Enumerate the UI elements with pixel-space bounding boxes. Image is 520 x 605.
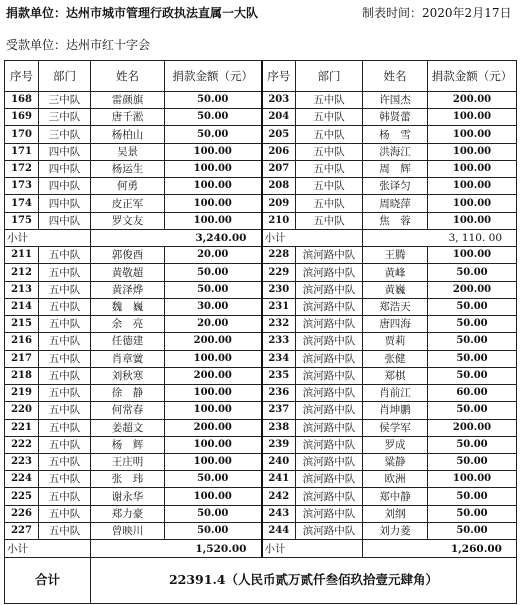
donation-amount: 100.00 — [165, 385, 262, 402]
table-row — [5, 178, 517, 195]
donation-amount-right: 60.00 — [428, 385, 517, 402]
donation-amount-right: 50.00 — [428, 488, 517, 505]
row-number: 172 — [5, 160, 39, 177]
department: 五中队 — [39, 488, 91, 505]
department: 五中队 — [39, 367, 91, 384]
donor-name: 任德建 — [91, 333, 165, 350]
table-row — [5, 333, 517, 350]
donation-amount-right: 100.00 — [428, 178, 517, 195]
department: 三中队 — [39, 126, 91, 143]
donor-name: 雷颜旗 — [91, 92, 165, 109]
donation-amount: 100.00 — [165, 195, 262, 212]
table-row — [5, 160, 517, 177]
table-row — [5, 92, 517, 109]
row-number-right: 229 — [262, 264, 296, 281]
department: 五中队 — [39, 385, 91, 402]
donation-amount-right: 100.00 — [428, 143, 517, 160]
donor-name-right: 杨 雪 — [363, 126, 428, 143]
donation-table — [4, 60, 517, 604]
row-number: 169 — [5, 109, 39, 126]
table-row — [5, 195, 517, 212]
donor-name: 杨柏山 — [91, 126, 165, 143]
table-row — [5, 247, 517, 264]
donor-name-right: 贾莉 — [363, 333, 428, 350]
row-number: 168 — [5, 92, 39, 109]
department-right: 滨河路中队 — [296, 471, 363, 488]
donor-name-right: 欧洲 — [363, 471, 428, 488]
donation-amount-right: 100.00 — [428, 195, 517, 212]
donor-name-right: 洪海江 — [363, 143, 428, 160]
donor-line — [6, 4, 258, 21]
department-right: 滨河路中队 — [296, 333, 363, 350]
donor-name-right: 粱静 — [363, 454, 428, 471]
row-number: 223 — [5, 454, 39, 471]
row-number-right: 240 — [262, 454, 296, 471]
donation-amount-right: 200.00 — [428, 92, 517, 109]
donor-name: 魏 巍 — [91, 298, 165, 315]
donor-name-right: 黄峰 — [363, 264, 428, 281]
donation-amount: 100.00 — [165, 454, 262, 471]
department: 四中队 — [39, 178, 91, 195]
table-row — [5, 109, 517, 126]
donation-amount: 100.00 — [165, 178, 262, 195]
donor-name-right: 黄巍 — [363, 281, 428, 298]
donor-name-right: 肖坤鹏 — [363, 402, 428, 419]
recipient-value: 达州市红十字会 — [66, 38, 151, 52]
row-number-right: 228 — [262, 247, 296, 264]
donor-name-right: 许国杰 — [363, 92, 428, 109]
department-right: 滨河路中队 — [296, 436, 363, 453]
donor-name: 姜超文 — [91, 419, 165, 436]
row-number-right: 231 — [262, 298, 296, 315]
donor-name: 刘秋寒 — [91, 367, 165, 384]
department-right: 滨河路中队 — [296, 522, 363, 539]
row-number-right: 236 — [262, 385, 296, 402]
department-right: 滨河路中队 — [296, 367, 363, 384]
table-row — [5, 143, 517, 160]
donation-amount: 50.00 — [165, 471, 262, 488]
row-number-right: 237 — [262, 402, 296, 419]
donor-name: 杨运生 — [91, 160, 165, 177]
donor-name-right: 郑棋 — [363, 367, 428, 384]
row-number-right: 235 — [262, 367, 296, 384]
donor-name: 黄泽烨 — [91, 281, 165, 298]
department: 四中队 — [39, 143, 91, 160]
department: 五中队 — [39, 471, 91, 488]
donor-name: 郑力豪 — [91, 505, 165, 522]
col-header-amount-right: 捐款金额（元） — [428, 61, 517, 92]
row-number: 217 — [5, 350, 39, 367]
col-header-name-right: 姓名 — [363, 61, 428, 92]
department: 四中队 — [39, 160, 91, 177]
donation-amount-right: 200.00 — [428, 281, 517, 298]
donor-name: 曾映川 — [91, 522, 165, 539]
donation-amount-right: 50.00 — [428, 316, 517, 333]
row-number: 213 — [5, 281, 39, 298]
subtotal-amount: 3,240.00 — [91, 229, 262, 246]
donor-name: 肖章黉 — [91, 350, 165, 367]
donation-amount: 200.00 — [165, 333, 262, 350]
date-line — [362, 4, 511, 21]
donor-name-right: 唐四海 — [363, 316, 428, 333]
donation-amount-right: 50.00 — [428, 505, 517, 522]
row-number: 222 — [5, 436, 39, 453]
department: 五中队 — [39, 402, 91, 419]
donor-name-right: 肖前江 — [363, 385, 428, 402]
donor-name-right: 郑中静 — [363, 488, 428, 505]
subtotal-label: 小计 — [5, 229, 91, 246]
department: 五中队 — [39, 316, 91, 333]
row-number-right: 205 — [262, 126, 296, 143]
department-right: 五中队 — [296, 212, 363, 229]
department: 五中队 — [39, 419, 91, 436]
row-number-right: 241 — [262, 471, 296, 488]
row-number-right: 204 — [262, 109, 296, 126]
subtotal-row-2 — [5, 540, 517, 557]
subtotal-amount-right: 3, 110. 00 — [363, 229, 517, 246]
department-right: 滨河路中队 — [296, 264, 363, 281]
department-right: 滨河路中队 — [296, 488, 363, 505]
donor-name: 罗文友 — [91, 212, 165, 229]
table-row — [5, 505, 517, 522]
subtotal-label: 小计 — [5, 540, 91, 557]
department: 三中队 — [39, 109, 91, 126]
donor-name: 谢永华 — [91, 488, 165, 505]
section-2-body — [5, 247, 517, 540]
donation-amount-right: 100.00 — [428, 109, 517, 126]
donor-name: 郭俊酉 — [91, 247, 165, 264]
donation-amount: 100.00 — [165, 436, 262, 453]
department: 五中队 — [39, 505, 91, 522]
donation-amount-right: 50.00 — [428, 264, 517, 281]
row-number: 221 — [5, 419, 39, 436]
row-number: 175 — [5, 212, 39, 229]
subtotal-amount-right: 1,260.00 — [363, 540, 517, 557]
table-row — [5, 454, 517, 471]
subtotal-amount: 1,520.00 — [91, 540, 262, 557]
subtotal-row-1 — [5, 229, 517, 246]
department: 五中队 — [39, 333, 91, 350]
department: 五中队 — [39, 264, 91, 281]
row-number-right: 232 — [262, 316, 296, 333]
donor-name-right: 韩贤蕾 — [363, 109, 428, 126]
table-row — [5, 350, 517, 367]
donation-amount-right: 50.00 — [428, 298, 517, 315]
col-header-no: 序号 — [5, 61, 39, 92]
row-number: 212 — [5, 264, 39, 281]
department-right: 五中队 — [296, 92, 363, 109]
donation-amount-right: 50.00 — [428, 350, 517, 367]
date-value: 2020年2月17日 — [422, 6, 512, 20]
section-1-body — [5, 92, 517, 230]
department: 四中队 — [39, 195, 91, 212]
donor-name: 吴景 — [91, 143, 165, 160]
row-number-right: 243 — [262, 505, 296, 522]
table-row — [5, 212, 517, 229]
table-row — [5, 436, 517, 453]
department: 五中队 — [39, 454, 91, 471]
donation-amount: 100.00 — [165, 160, 262, 177]
subtotal-label-right: 小计 — [262, 540, 363, 557]
table-row — [5, 264, 517, 281]
row-number-right: 203 — [262, 92, 296, 109]
donation-amount-right: 100.00 — [428, 160, 517, 177]
department: 三中队 — [39, 92, 91, 109]
row-number: 174 — [5, 195, 39, 212]
row-number: 225 — [5, 488, 39, 505]
donation-amount: 200.00 — [165, 419, 262, 436]
donation-amount-right: 50.00 — [428, 333, 517, 350]
row-number: 171 — [5, 143, 39, 160]
donor-name: 唐千淞 — [91, 109, 165, 126]
donor-name: 杨 辉 — [91, 436, 165, 453]
donation-amount: 30.00 — [165, 298, 262, 315]
department-right: 五中队 — [296, 126, 363, 143]
table-row — [5, 488, 517, 505]
row-number: 226 — [5, 505, 39, 522]
department-right: 滨河路中队 — [296, 298, 363, 315]
donation-amount-right: 50.00 — [428, 454, 517, 471]
date-label: 制表时间： — [362, 6, 423, 20]
donor-name: 王庄明 — [91, 454, 165, 471]
donation-amount: 50.00 — [165, 281, 262, 298]
department-right: 滨河路中队 — [296, 505, 363, 522]
donor-name: 黄敬超 — [91, 264, 165, 281]
donor-value: 达州市城市管理行政执法直属一大队 — [66, 6, 259, 20]
department-right: 滨河路中队 — [296, 402, 363, 419]
row-number-right: 234 — [262, 350, 296, 367]
donation-amount: 100.00 — [165, 402, 262, 419]
donation-amount-right: 50.00 — [428, 436, 517, 453]
donor-name-right: 王腾 — [363, 247, 428, 264]
donation-amount: 200.00 — [165, 367, 262, 384]
row-number-right: 233 — [262, 333, 296, 350]
table-row — [5, 126, 517, 143]
table-row — [5, 385, 517, 402]
department: 五中队 — [39, 298, 91, 315]
table-row — [5, 298, 517, 315]
row-number-right: 238 — [262, 419, 296, 436]
row-number: 227 — [5, 522, 39, 539]
col-header-dept-right: 部门 — [296, 61, 363, 92]
table-row — [5, 419, 517, 436]
recipient-label: 受款单位： — [6, 38, 67, 52]
donor-name-right: 侯学军 — [363, 419, 428, 436]
donation-amount: 50.00 — [165, 505, 262, 522]
table-row — [5, 402, 517, 419]
donation-amount: 100.00 — [165, 350, 262, 367]
donation-amount-right: 50.00 — [428, 367, 517, 384]
table-row — [5, 367, 517, 384]
donor-name: 何常春 — [91, 402, 165, 419]
row-number: 215 — [5, 316, 39, 333]
donor-name: 余 亮 — [91, 316, 165, 333]
total-label: 合计 — [5, 557, 91, 603]
department-right: 滨河路中队 — [296, 385, 363, 402]
row-number: 214 — [5, 298, 39, 315]
department-right: 五中队 — [296, 160, 363, 177]
total-row — [5, 557, 517, 603]
row-number-right: 206 — [262, 143, 296, 160]
table-row — [5, 281, 517, 298]
row-number: 173 — [5, 178, 39, 195]
subtotal-label-right: 小计 — [262, 229, 363, 246]
donation-amount-right: 100.00 — [428, 247, 517, 264]
donation-amount-right: 100.00 — [428, 126, 517, 143]
department: 五中队 — [39, 350, 91, 367]
donor-name-right: 周 辉 — [363, 160, 428, 177]
total-value: 22391.4（人民币贰万贰仟叁佰玖拾壹元肆角） — [91, 557, 517, 603]
donation-amount-right: 50.00 — [428, 522, 517, 539]
department-right: 滨河路中队 — [296, 419, 363, 436]
donation-amount-right: 50.00 — [428, 402, 517, 419]
donation-amount: 50.00 — [165, 109, 262, 126]
department: 五中队 — [39, 281, 91, 298]
table-row — [5, 522, 517, 539]
row-number-right: 230 — [262, 281, 296, 298]
department: 五中队 — [39, 247, 91, 264]
col-header-dept: 部门 — [39, 61, 91, 92]
donation-amount: 50.00 — [165, 522, 262, 539]
row-number-right: 207 — [262, 160, 296, 177]
department-right: 滨河路中队 — [296, 350, 363, 367]
donation-amount: 50.00 — [165, 264, 262, 281]
donor-name-right: 刘纲 — [363, 505, 428, 522]
department: 四中队 — [39, 212, 91, 229]
row-number: 170 — [5, 126, 39, 143]
donor-name: 徐 静 — [91, 385, 165, 402]
donation-amount-right: 100.00 — [428, 471, 517, 488]
department-right: 滨河路中队 — [296, 316, 363, 333]
table-row — [5, 471, 517, 488]
donation-amount: 100.00 — [165, 488, 262, 505]
row-number: 219 — [5, 385, 39, 402]
department: 五中队 — [39, 436, 91, 453]
donation-amount: 100.00 — [165, 212, 262, 229]
donor-name-right: 焦 蓉 — [363, 212, 428, 229]
row-number-right: 242 — [262, 488, 296, 505]
department: 五中队 — [39, 522, 91, 539]
row-number: 218 — [5, 367, 39, 384]
col-header-name: 姓名 — [91, 61, 165, 92]
donor-name: 何勇 — [91, 178, 165, 195]
donor-name-right: 周晓萍 — [363, 195, 428, 212]
col-header-amount: 捐款金额（元） — [165, 61, 262, 92]
donation-amount: 50.00 — [165, 126, 262, 143]
donor-name-right: 张健 — [363, 350, 428, 367]
table-row — [5, 316, 517, 333]
donation-amount: 100.00 — [165, 143, 262, 160]
row-number-right: 209 — [262, 195, 296, 212]
department-right: 滨河路中队 — [296, 281, 363, 298]
donation-amount-right: 200.00 — [428, 419, 517, 436]
donation-amount: 20.00 — [165, 316, 262, 333]
donor-name-right: 郑浩天 — [363, 298, 428, 315]
donor-name-right: 刘力菱 — [363, 522, 428, 539]
donor-label: 捐款单位： — [6, 6, 67, 20]
donor-name-right: 张译匀 — [363, 178, 428, 195]
col-header-no-right: 序号 — [262, 61, 296, 92]
row-number: 220 — [5, 402, 39, 419]
donation-amount: 20.00 — [165, 247, 262, 264]
department-right: 五中队 — [296, 143, 363, 160]
row-number: 211 — [5, 247, 39, 264]
department-right: 五中队 — [296, 178, 363, 195]
header-row — [5, 61, 517, 92]
donor-name: 皮正军 — [91, 195, 165, 212]
department-right: 五中队 — [296, 109, 363, 126]
donation-amount-right: 100.00 — [428, 212, 517, 229]
row-number: 216 — [5, 333, 39, 350]
donor-name-right: 罗成 — [363, 436, 428, 453]
row-number-right: 208 — [262, 178, 296, 195]
department-right: 五中队 — [296, 195, 363, 212]
department-right: 滨河路中队 — [296, 247, 363, 264]
row-number: 224 — [5, 471, 39, 488]
recipient-line — [6, 36, 150, 53]
donor-name: 张 玮 — [91, 471, 165, 488]
row-number-right: 239 — [262, 436, 296, 453]
department-right: 滨河路中队 — [296, 454, 363, 471]
row-number-right: 244 — [262, 522, 296, 539]
row-number-right: 210 — [262, 212, 296, 229]
donation-amount: 50.00 — [165, 92, 262, 109]
